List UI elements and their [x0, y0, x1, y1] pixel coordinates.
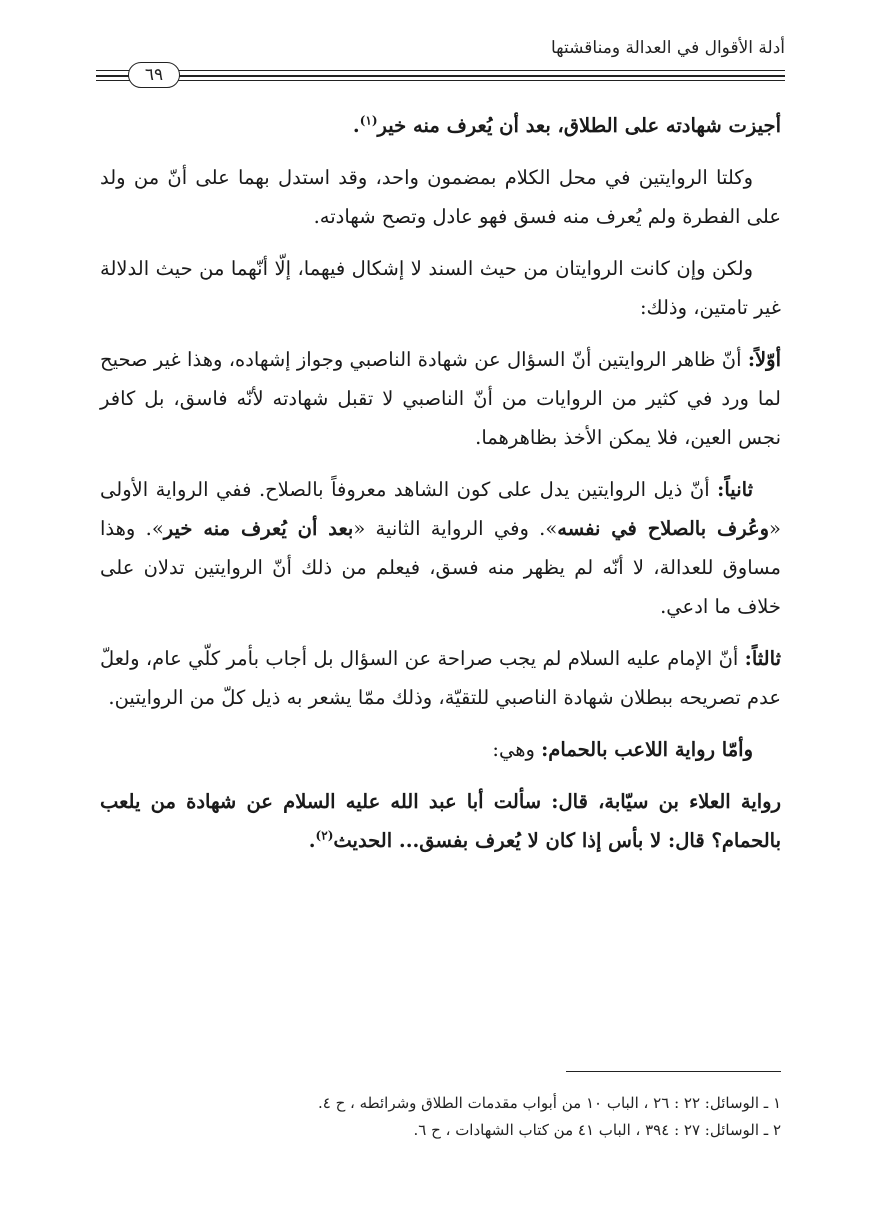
running-title: أدلة الأقوال في العدالة ومناقشتها — [550, 38, 785, 58]
footnote-ref: (٢) — [315, 828, 334, 843]
paragraph-first-point: أوّلاً: أنّ ظاهر الروايتين أنّ السؤال عن شهادة الناصبي وجواز إشهاده، وهذا غير صحيح لما ورد في كثير من الروايات من أنّ الناصبي لا تقبل شهادته لأنّه فاسق، بل كافر نجس العين، فلا يمكن الأخذ بظاهرهما. — [100, 348, 781, 449]
footnotes — [100, 1090, 781, 1144]
footnote-item: ١ ـ الوسائل: ٢٢ : ٢٦ ، الباب ١٠ من أبواب مقدمات الطلاق وشرائطه ، ح ٤. — [317, 1094, 781, 1112]
paragraph: ولكن وإن كانت الروايتان من حيث السند لا إشكال فيهما، إلّا أنّهما من حيث الدلالة غير تامتين، وذلك: — [100, 257, 781, 319]
subheading: وأمّا رواية اللاعب بالحمام: — [541, 738, 753, 761]
footnote-ref: (١) — [359, 113, 378, 128]
header-rule — [96, 75, 785, 77]
point-label: ثالثاً: — [744, 647, 781, 670]
footnote-rule — [566, 1071, 781, 1072]
paragraph-hadith: رواية العلاء بن سيّابة، قال: سألت أبا عبد الله عليه السلام عن شهادة من يلعب بالحمام؟ قال: لا بأس إذا كان لا يُعرف بفسق... الحديث$^{(٢)}$. — [100, 790, 781, 852]
main-text — [100, 106, 781, 860]
quote: بعد أن يُعرف منه خير — [163, 517, 354, 540]
paragraph-third-point: ثالثاً: أنّ الإمام عليه السلام لم يجب صراحة عن السؤال بل أجاب بأمر كلّي عام، ولعلّ عدم تصريحه ببطلان شهادة الناصبي للتقيّة، وذلك ممّا يشعر به ذيل كلّ من الروايتين. — [100, 647, 781, 709]
page-number: ٦٩ — [128, 62, 180, 88]
point-label: ثانياً: — [717, 478, 753, 501]
paragraph-subheading: وأمّا رواية اللاعب بالحمام: وهي: — [492, 738, 753, 761]
point-label: أوّلاً: — [747, 348, 781, 371]
paragraph: وكلتا الروايتين في محل الكلام بمضمون واحد، وقد استدل بهما على أنّ من ولد على الفطرة ولم يُعرف منه فسق فهو عادل وتصح شهادته. — [100, 166, 781, 228]
paragraph-second-point: ثانياً: أنّ ذيل الروايتين يدل على كون الشاهد معروفاً بالصلاح. ففي الرواية الأولى «وعُرف بالصلاح في نفسه». وفي الرواية الثانية «بعد أن يُعرف منه خير». وهذا مساوق للعدالة، لا أنّه لم يظهر منه فسق، فيعلم من ذلك أنّ الروايتين تدلان على خلاف ما ادعي. — [100, 478, 781, 618]
paragraph-hadith-end: أجيزت شهادته على الطلاق، بعد أن يُعرف منه خير$^{(١)}$. — [352, 113, 781, 137]
header-rule — [96, 70, 785, 71]
quote: وعُرف بالصلاح في نفسه — [557, 517, 770, 540]
footnote-item: ٢ ـ الوسائل: ٢٧ : ٣٩٤ ، الباب ٤١ من كتاب الشهادات ، ح ٦. — [413, 1121, 781, 1139]
header-rule — [96, 80, 785, 81]
